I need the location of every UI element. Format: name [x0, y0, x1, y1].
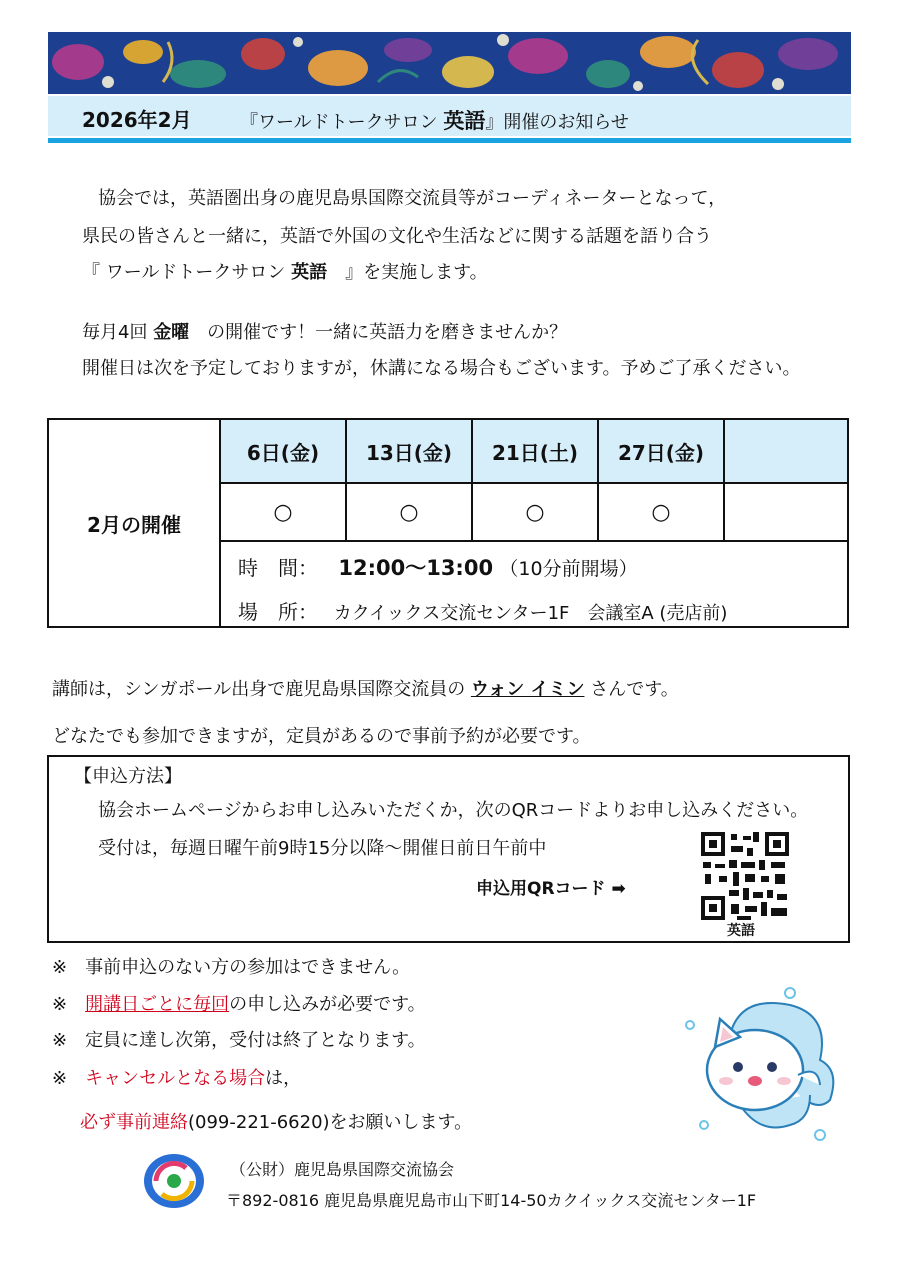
- footer-address: 〒892-0816 鹿児島県鹿児島市山下町14-50カクイックス交流センター1F: [226, 1191, 757, 1210]
- table-divider: [723, 420, 725, 542]
- time-note: （10分前開場）: [499, 558, 638, 580]
- day-header-3: 21日(土): [473, 420, 597, 482]
- notice-date: 2026年2月: [82, 108, 192, 132]
- mascot-cat-illustration: [680, 985, 845, 1145]
- time-value: 12:00〜13:00: [338, 556, 494, 580]
- day-header-5: [725, 420, 847, 482]
- arrow-right-icon: ➡: [611, 879, 626, 899]
- day-mark-3: ○: [525, 499, 545, 525]
- qr-code-image[interactable]: [701, 832, 789, 920]
- day-header-1: 6日(金): [221, 420, 345, 482]
- table-divider: [221, 482, 847, 484]
- association-logo: [142, 1152, 206, 1210]
- intro-line-2: 県民の皆さんと一緒に，英語で外国の文化や生活などに関する話題を語り合う: [82, 226, 712, 247]
- note-4-highlight: キャンセルとなる場合: [85, 1068, 266, 1089]
- month-label: 2月の開催: [87, 512, 181, 537]
- day-header-2: 13日(金): [347, 420, 471, 482]
- note-5-highlight: 必ず事前連絡: [80, 1112, 188, 1133]
- day-mark-4: ○: [651, 499, 671, 525]
- table-divider: [221, 540, 847, 542]
- apply-line-2: 受付は，毎週日曜午前9時15分以降〜開催日前日午前中: [98, 838, 547, 859]
- table-divider: [345, 420, 347, 542]
- table-divider: [597, 420, 599, 542]
- qr-caption: 英語: [727, 923, 755, 939]
- note-5: 必ず事前連絡(099-221-6620)をお願いします。: [80, 1112, 473, 1133]
- schedule-info-line-2: 開催日は次を予定しておりますが，休講になる場合もございます。予めご了承ください。: [82, 358, 801, 379]
- place-label: 場 所：: [238, 600, 318, 624]
- place-value: カクイックス交流センター1F 会議室A (売店前): [333, 603, 728, 624]
- day-header-4: 27日(金): [599, 420, 723, 482]
- time-row: [238, 552, 638, 582]
- schedule-info-line-1: 毎月4回 金曜 の開催です！一緒に英語力を磨きませんか？: [82, 322, 568, 343]
- table-divider: [471, 420, 473, 542]
- header-banner-image: [48, 32, 851, 94]
- time-label: 時 間：: [238, 556, 318, 580]
- note-1: ※ 事前申込のない方の参加はできません。: [52, 957, 411, 978]
- notice-title: 『ワールドトークサロン 英語』開催のお知らせ: [240, 109, 629, 133]
- title-underline: [48, 138, 851, 143]
- place-row: [238, 596, 727, 625]
- reservation-line: どなたでも参加できますが，定員があるので事前予約が必要です。: [52, 726, 591, 747]
- day-mark-2: ○: [399, 499, 419, 525]
- note-4: ※ キャンセルとなる場合は，: [52, 1068, 302, 1089]
- day-mark-5: [725, 484, 847, 540]
- table-divider: [219, 420, 221, 626]
- instructor-name: ウォン イミン: [470, 679, 585, 700]
- instructor-line: 講師は，シンガポール出身で鹿児島県国際交流員の ウォン イミン さんです。: [52, 679, 679, 700]
- note-2: ※ 開講日ごとに毎回の申し込みが必要です。: [52, 994, 426, 1015]
- apply-line-1: 協会ホームページからお申し込みいただくか，次のQRコードよりお申し込みください。: [98, 800, 809, 821]
- footer-org: （公財）鹿児島県国際交流協会: [230, 1160, 455, 1179]
- qr-label: 申込用QRコード ➡: [476, 879, 626, 899]
- note-3: ※ 定員に達し次第，受付は終了となります。: [52, 1030, 426, 1051]
- apply-heading: 【申込方法】: [74, 766, 182, 787]
- intro-line-1: 協会では，英語圏出身の鹿児島県国際交流員等がコーディネーターとなって，: [98, 188, 727, 209]
- intro-line-3: 『 ワールドトークサロン 英語 』を実施します。: [82, 262, 488, 283]
- note-2-highlight: 開講日ごとに毎回: [85, 994, 230, 1015]
- day-mark-1: ○: [273, 499, 293, 525]
